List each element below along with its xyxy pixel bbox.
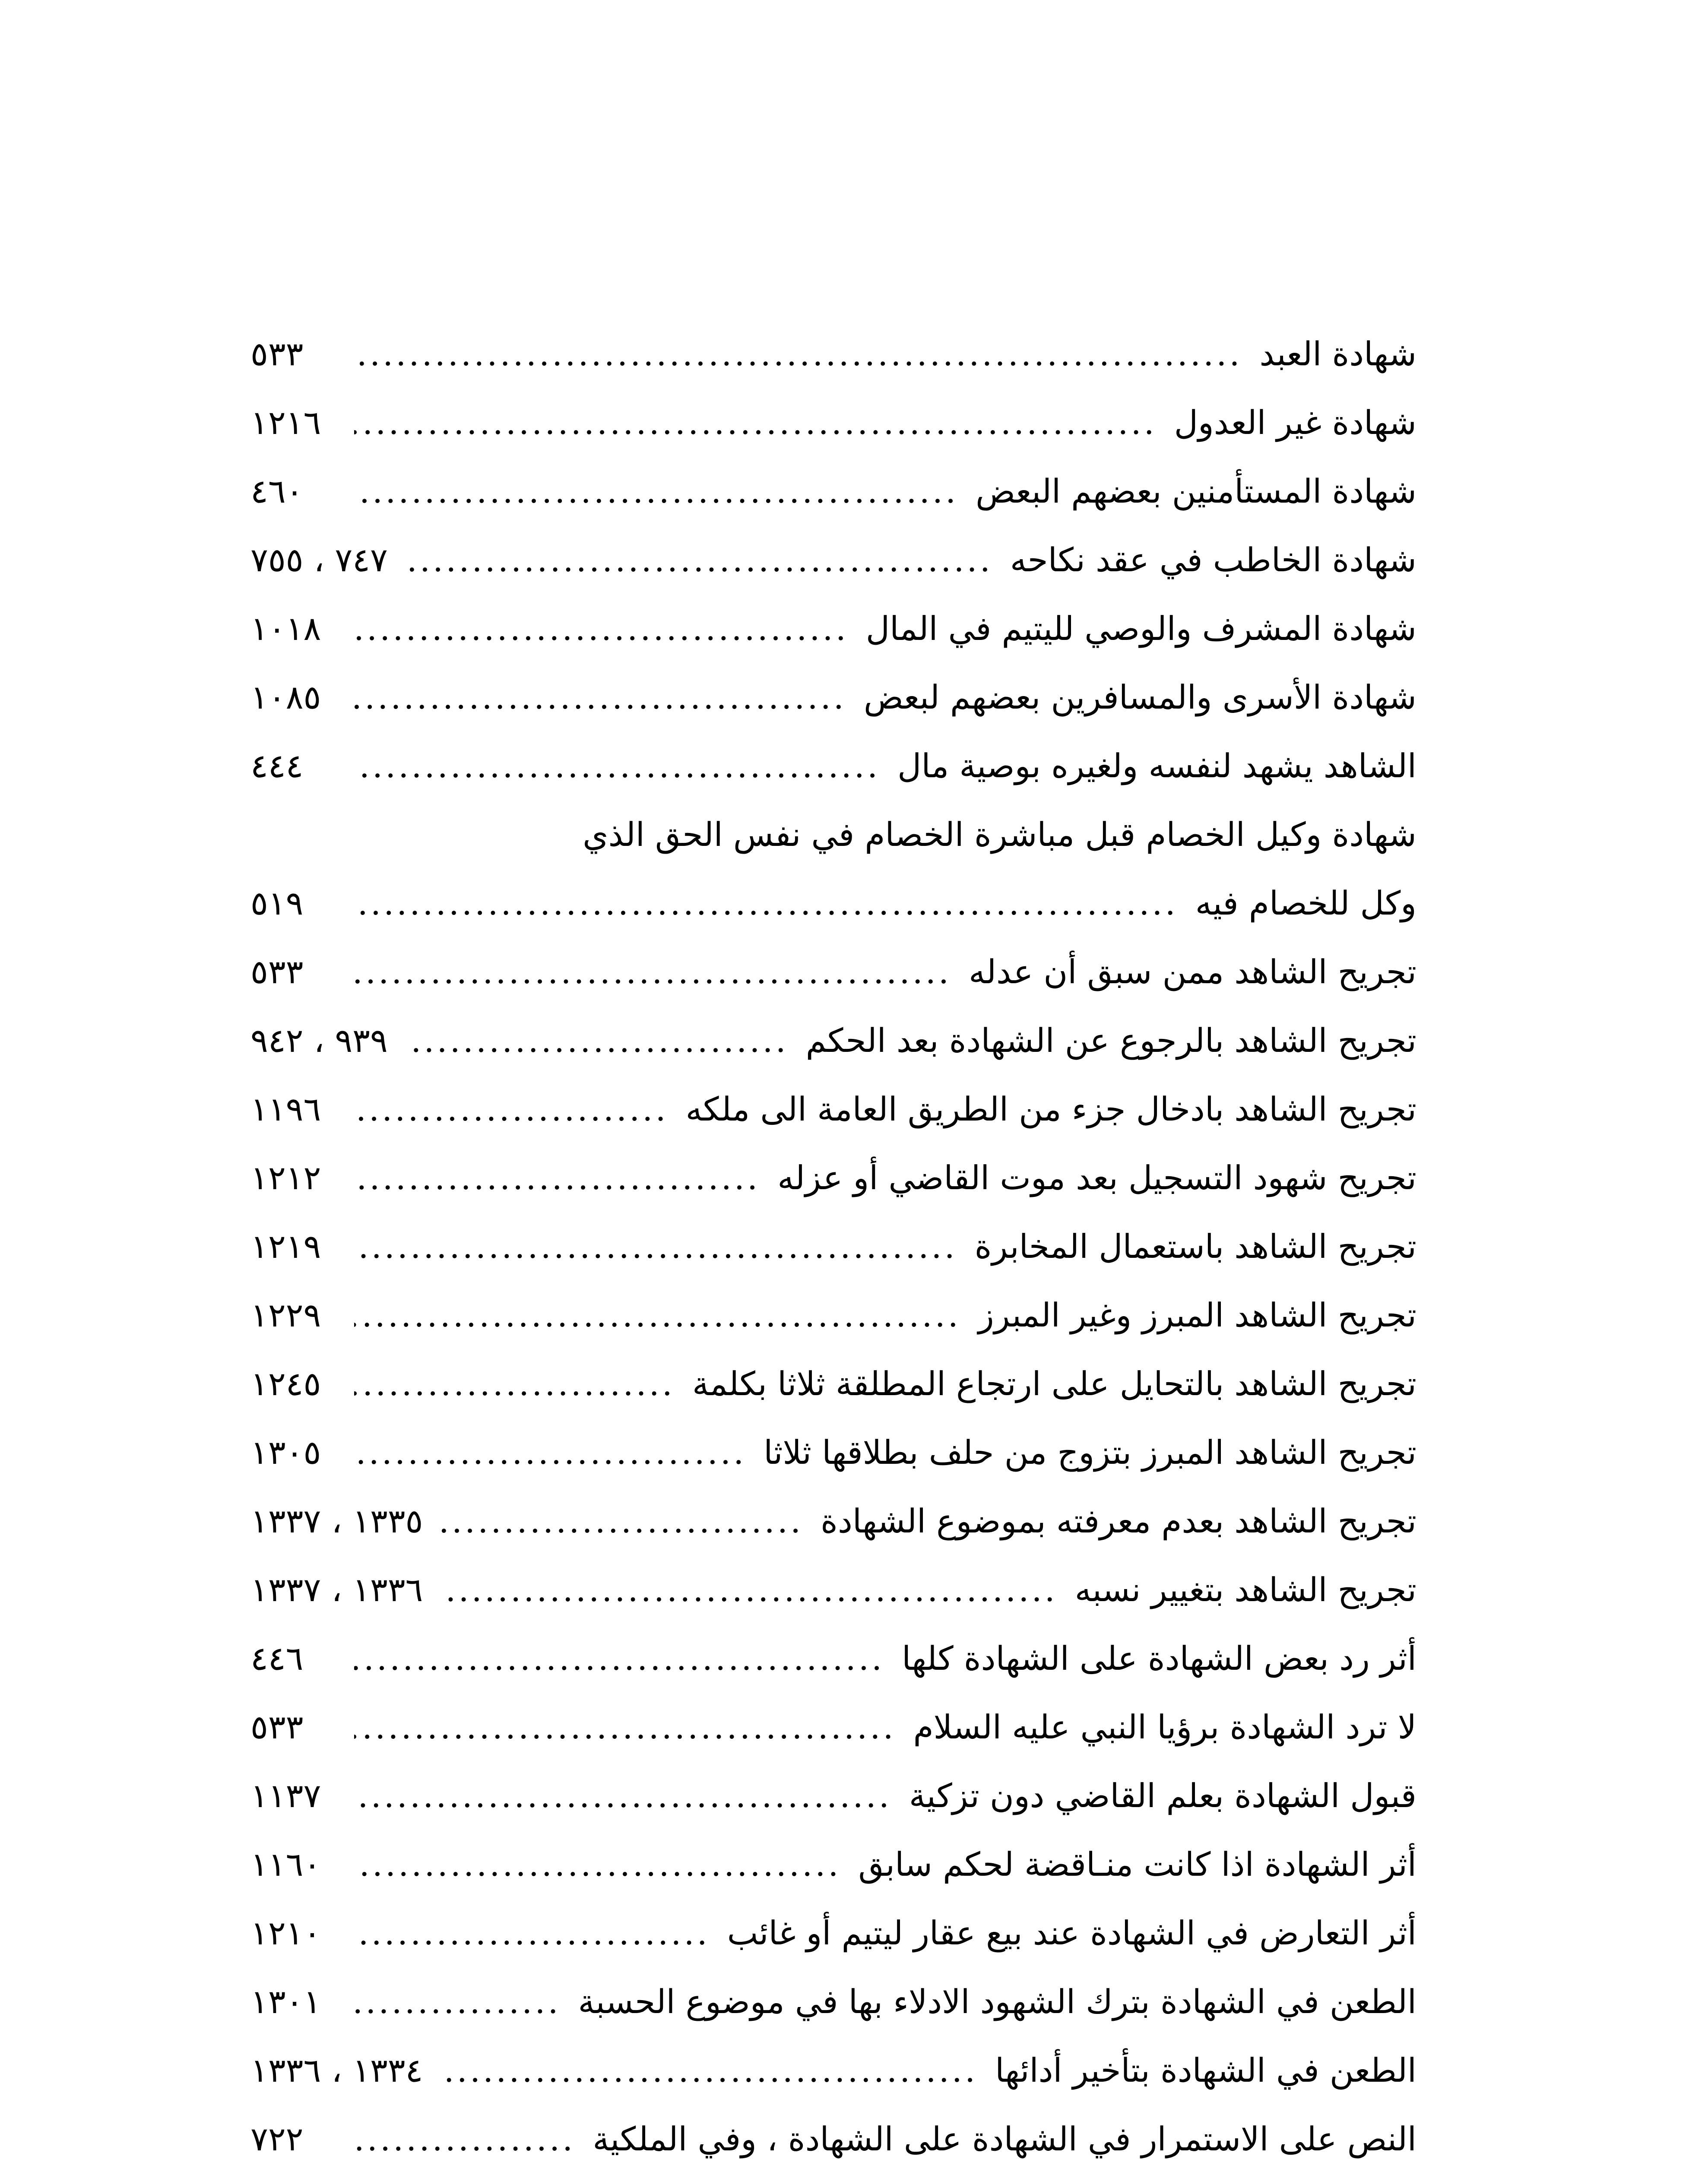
entry-pages: ١١٣٧ (250, 1776, 321, 1815)
index-entry (250, 1006, 1416, 1075)
entry-pages: ٧٤٧ ، ٧٥٥ (250, 541, 388, 579)
dot-leader (354, 594, 849, 663)
index-entry (250, 869, 1416, 937)
entry-text: الطعن في الشهادة بترك الشهود الادلاء بها في موضوع الحسبة (578, 1982, 1416, 2021)
index-entry (250, 1075, 1416, 1143)
entry-pages: ٥١٩ (250, 884, 304, 922)
dot-leader (405, 526, 993, 594)
dot-leader (405, 1006, 789, 1075)
dot-leader (354, 1075, 669, 1143)
dot-leader (354, 663, 846, 731)
entry-text: تجريح الشاهد بادخال جزء من الطريق العامة الى ملكه (685, 1090, 1416, 1128)
entry-text: لا ترد الشهادة برؤيا النبي عليه السلام (913, 1708, 1416, 1746)
index-entry (250, 1418, 1416, 1487)
index-entry (250, 1212, 1416, 1281)
entry-text: شهادة غير العدول (1174, 403, 1416, 442)
entry-text: شهادة الأسرى والمسافرين بعضهم لبعض (863, 678, 1416, 716)
dot-leader (354, 1349, 675, 1418)
dot-leader (354, 1761, 892, 1830)
entry-text: تجريح الشاهد بعدم معرفته بموضوع الشهادة (821, 1502, 1416, 1540)
entry-text: تجريح الشاهد ممن سبق أن عدله (969, 953, 1416, 991)
entry-text: النص على الاستمرار في الشهادة على الشهادة ، وفي الملكية (593, 2120, 1416, 2158)
entry-text: تجريح الشاهد بتغيير نسبه (1074, 1570, 1416, 1609)
dot-leader (354, 320, 1242, 388)
dot-leader (354, 388, 1157, 457)
entry-text: تجريح الشاهد باستعمال المخابرة (974, 1227, 1416, 1266)
entry-pages: ١٠١٨ (250, 609, 321, 648)
entry-pages: ١٢١٢ (250, 1159, 321, 1197)
index-entry (250, 1143, 1416, 1212)
entry-text: أثر رد بعض الشهادة على الشهادة كلها (902, 1639, 1416, 1678)
entry-pages: ١١٦٠ (250, 1845, 321, 1884)
entry-pages: ٥٣٣ (250, 335, 304, 373)
dot-leader (354, 1899, 710, 1967)
entry-pages: ٧٢٢ (250, 2120, 304, 2158)
entry-pages: ١٣٠١ (250, 1982, 321, 2021)
index-entry (250, 937, 1416, 1006)
entry-text: تجريح الشاهد المبرز وغير المبرز (978, 1296, 1416, 1334)
index-entry (250, 663, 1416, 731)
index-entry (250, 1349, 1416, 1418)
index-entry-first-line (250, 800, 1416, 869)
entry-pages: ٩٣٩ ، ٩٤٢ (250, 1021, 388, 1060)
index-entry (250, 1281, 1416, 1349)
entry-text: قبول الشهادة بعلم القاضي دون تزكية (909, 1776, 1416, 1815)
entry-text: تجريح الشاهد بالرجوع عن الشهادة بعد الحكم (805, 1021, 1416, 1060)
entry-pages: ١٢١٦ (250, 403, 321, 442)
entry-text: وكل للخصام فيه (1195, 884, 1416, 922)
index-entry (250, 731, 1416, 800)
entry-text: الطعن في الشهادة بتأخير أدائها (995, 2051, 1416, 2089)
dot-leader (440, 1555, 1057, 1624)
entry-text: تجريح الشاهد المبرز بتزوج من حلف بطلاقها ثلاثا (764, 1433, 1416, 1472)
dot-leader (354, 1693, 896, 1761)
dot-leader (354, 1967, 561, 2036)
entry-text: أثر الشهادة اذا كانت منـاقضة لحكم سابق (858, 1845, 1416, 1884)
entry-pages: ٥٣٣ (250, 953, 304, 991)
dot-leader (354, 1281, 961, 1349)
entry-pages: ١٢٢٩ (250, 1296, 321, 1334)
index-entry (250, 1555, 1416, 1624)
index-entry (250, 1693, 1416, 1761)
dot-leader (440, 1487, 803, 1555)
index-entry (250, 1487, 1416, 1555)
entry-text: شهادة المستأمنين بعضهم البعض (976, 472, 1416, 510)
entry-pages: ٤٦٠ (250, 472, 304, 510)
entry-pages: ١٢١٩ (250, 1227, 321, 1266)
index-entry (250, 1967, 1416, 2036)
entry-text: شهادة المشرف والوصي لليتيم في المال (865, 609, 1416, 648)
entry-pages: ٤٤٦ (250, 1639, 304, 1678)
entry-text: شهادة الخاطب في عقد نكاحه (1010, 541, 1416, 579)
dot-leader (354, 1418, 746, 1487)
dot-leader (354, 731, 880, 800)
index-entry (250, 457, 1416, 526)
index-entry (250, 526, 1416, 594)
entry-pages: ١٢٤٥ (250, 1364, 321, 1403)
entry-pages: ٤٤٤ (250, 747, 304, 785)
entry-text: شهادة وكيل الخصام قبل مباشرة الخصام في نفس الحق الذي (583, 815, 1416, 854)
index-entry (250, 320, 1416, 388)
index-entry (250, 388, 1416, 457)
index-entry (250, 2105, 1416, 2159)
index-entry (250, 1761, 1416, 1830)
entry-pages: ١٢١٠ (250, 1914, 321, 1952)
entry-text: تجريح شهود التسجيل بعد موت القاضي أو عزله (777, 1159, 1416, 1197)
entry-text: تجريح الشاهد بالتحايل على ارتجاع المطلقة ثلاثا بكلمة (692, 1364, 1416, 1403)
entry-pages: ١٣٣٥ ، ١٣٣٧ (250, 1502, 423, 1540)
entry-pages: ١٣٣٦ ، ١٣٣٧ (250, 1570, 423, 1609)
index-entry (250, 2036, 1416, 2105)
entry-text: شهادة العبد (1259, 335, 1416, 373)
index-entry (250, 1899, 1416, 1967)
entry-pages: ١٣٠٥ (250, 1433, 321, 1472)
entry-pages: ٥٣٣ (250, 1708, 304, 1746)
entry-pages: ١١٩٦ (250, 1090, 321, 1128)
index-entry (250, 1624, 1416, 1693)
dot-leader (354, 2105, 575, 2159)
dot-leader (354, 869, 1178, 937)
dot-leader (440, 2036, 978, 2105)
entry-text: أثر التعارض في الشهادة عند بيع عقار ليتيم أو غائب (727, 1914, 1416, 1952)
dot-leader (354, 1143, 760, 1212)
entry-text: الشاهد يشهد لنفسه ولغيره بوصية مال (897, 747, 1416, 785)
dot-leader (354, 457, 958, 526)
dot-leader (354, 1624, 884, 1693)
index-entry (250, 594, 1416, 663)
index-entry (250, 1830, 1416, 1899)
entry-pages: ١٠٨٥ (250, 678, 321, 716)
dot-leader (354, 937, 951, 1006)
dot-leader (354, 1212, 957, 1281)
index-entries (250, 320, 1416, 2159)
dot-leader (354, 1830, 841, 1899)
entry-pages: ١٣٣٤ ، ١٣٣٦ (250, 2051, 423, 2089)
